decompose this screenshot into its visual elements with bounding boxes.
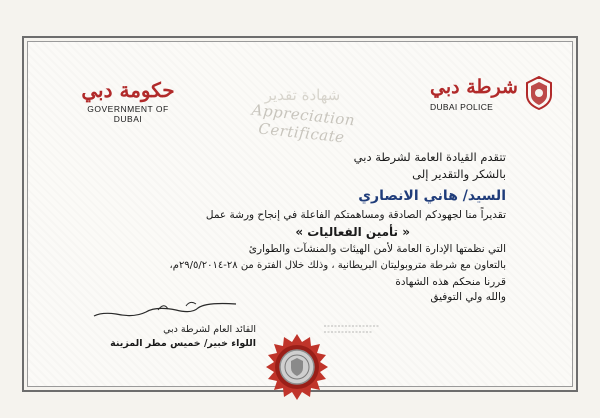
body-line-4: التي نظمتها الإدارة العامة لأمن الهيئات والمنشآت والطوارئ [248, 243, 506, 255]
handwritten-signature [86, 300, 256, 322]
signature-block [86, 300, 256, 350]
gov-ar-text: حكومة دبي [81, 78, 175, 102]
dubai-police-logo [412, 76, 562, 112]
certificate-title [210, 86, 395, 147]
police-ar-text: شرطة دبي [430, 76, 518, 98]
official-seal-icon [262, 332, 332, 402]
body-line-6: قررنا منحكم هذه الشهادة [395, 276, 506, 288]
recipient-name: السيد/ هاني الانصاري [358, 188, 506, 204]
signature-name: اللواء خبير/ خميس مطر المزينة [110, 338, 256, 349]
body-line-5: بالتعاون مع شرطة متروبوليتان البريطانية ، وذلك خلال الفترة من ٢٨-٢٩/٥/٢٠١٤م، [169, 260, 506, 271]
cert-title-ar: شهادة تقدير [264, 86, 341, 104]
event-name: « تأمين الفعاليات » [295, 225, 410, 239]
police-en-text: DUBAI POLICE [430, 102, 494, 112]
signature-title: القائد العام لشرطة دبي [163, 324, 256, 335]
body-line-1: تتقدم القيادة العامة لشرطة دبي [353, 150, 506, 164]
cert-title-en: Appreciation Certificate [250, 100, 356, 147]
gov-en-text: GOVERNMENT OF DUBAI [87, 104, 169, 124]
body-line-7: والله ولي التوفيق [430, 291, 506, 303]
body-line-3: تقديراً منا لجهودكم الصادقة ومساهمتكم الفاعلة في إنجاح ورشة عمل [205, 209, 506, 221]
body-line-2: بالشكر والتقدير إلى [412, 167, 506, 181]
government-of-dubai-logo [78, 80, 178, 124]
police-emblem-icon [524, 76, 554, 110]
